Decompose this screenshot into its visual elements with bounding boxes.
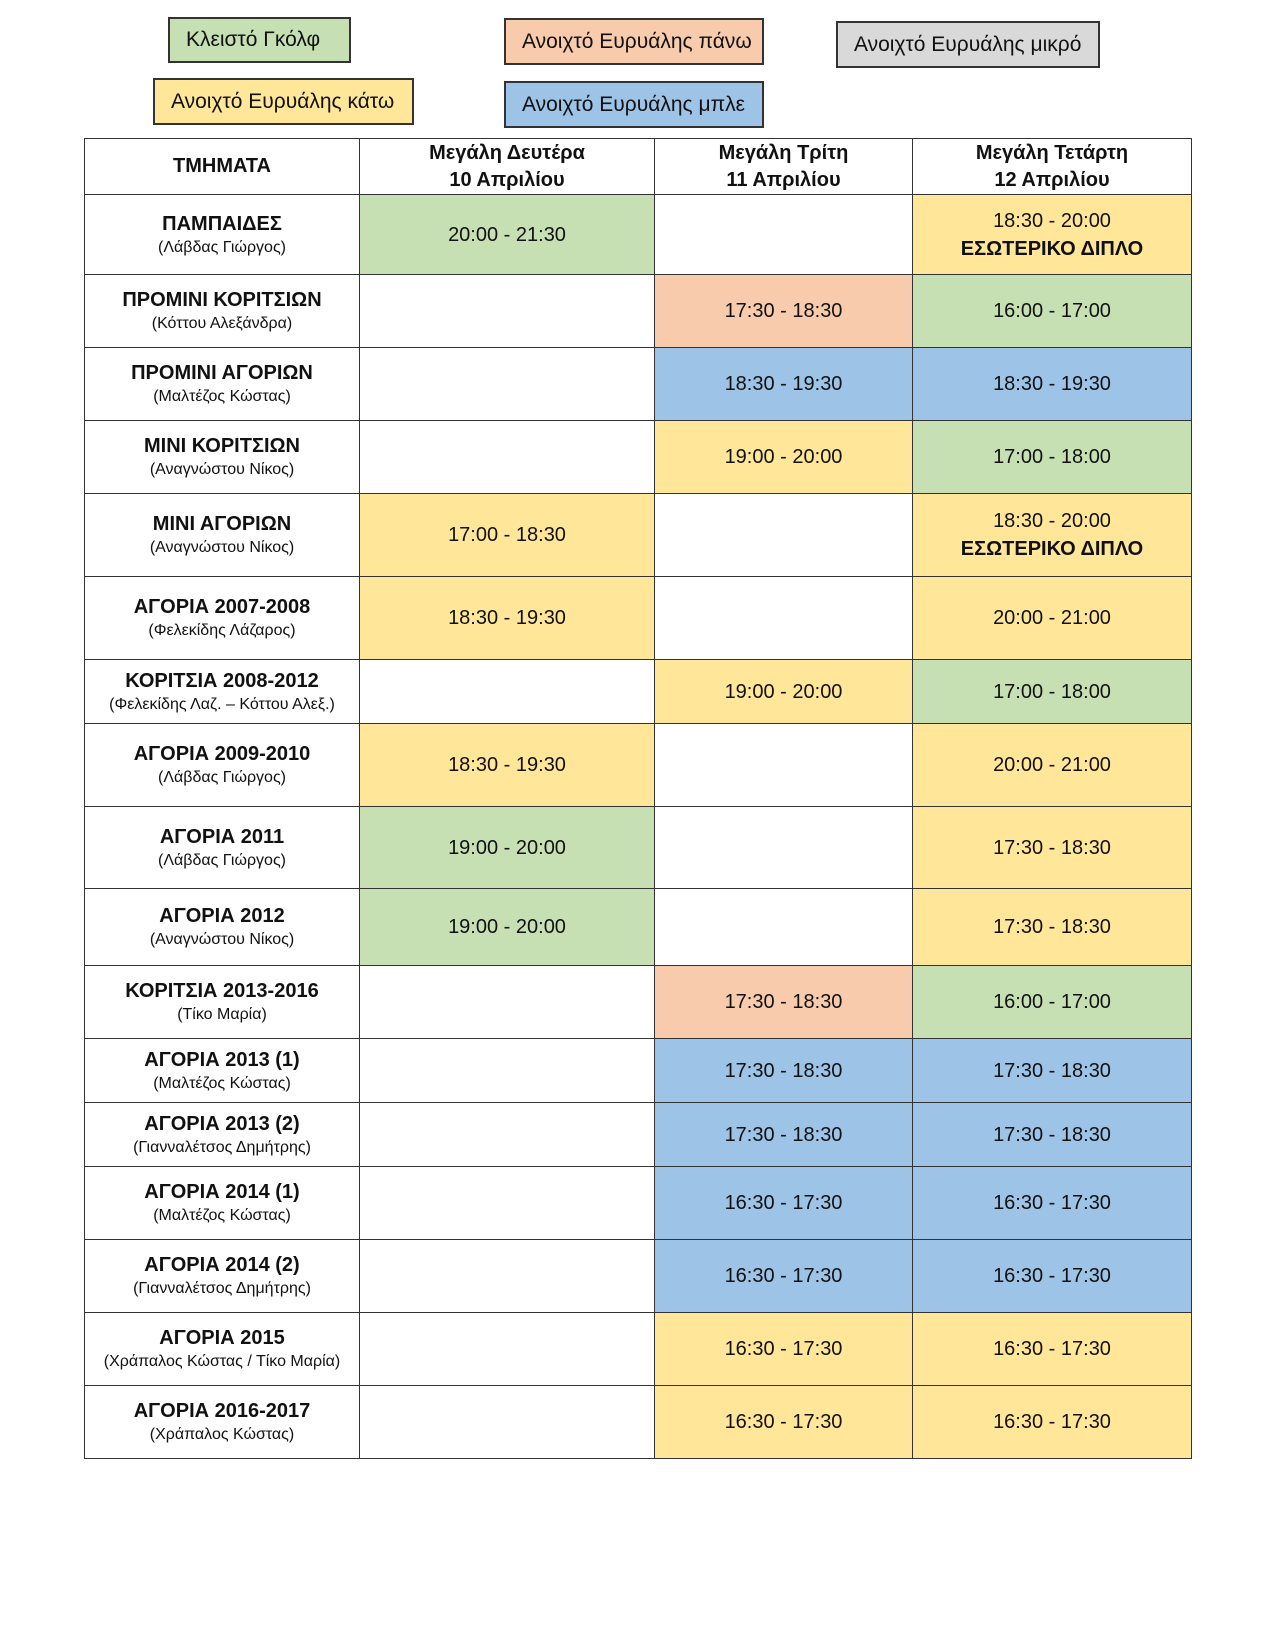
table-row [85, 348, 1192, 421]
slot-time: 20:00 - 21:00 [993, 754, 1111, 776]
slot-time: 16:00 - 17:00 [993, 300, 1111, 322]
slot-cell [913, 494, 1192, 577]
slot-time: 18:30 - 20:00 [993, 209, 1111, 232]
team-name: ΑΓΟΡΙΑ 2016-2017 [133, 1400, 311, 1422]
table-row [85, 421, 1192, 494]
slot-time: 16:30 - 17:30 [993, 1265, 1111, 1287]
slot-cell [913, 966, 1192, 1039]
team-name: ΚΟΡΙΤΣΙΑ 2008-2012 [125, 669, 319, 692]
slot-time: 17:30 - 18:30 [993, 836, 1111, 859]
slot-time: 16:30 - 17:30 [724, 1192, 843, 1214]
slot-time: 19:00 - 20:00 [724, 680, 843, 703]
team-cell [85, 195, 360, 275]
coach-name: (Λάβδας Γιώργος) [158, 769, 286, 786]
slot-time: 17:00 - 18:30 [448, 524, 566, 546]
team-name: ΑΓΟΡΙΑ 2015 [159, 1327, 285, 1349]
slot-cell [655, 421, 913, 494]
slot-cell [913, 1386, 1192, 1459]
slot-time: 16:00 - 17:00 [993, 991, 1111, 1013]
slot-time: 17:00 - 18:00 [993, 446, 1111, 468]
table-row [85, 660, 1192, 724]
header-teams: ΤΜΗΜΑΤΑ [85, 139, 360, 195]
team-cell [85, 1103, 360, 1167]
team-cell [85, 660, 360, 724]
slot-cell [655, 348, 913, 421]
coach-name: (Χράπαλος Κώστας / Τίκο Μαρία) [103, 1353, 341, 1370]
table-row [85, 1313, 1192, 1386]
coach-name: (Λάβδας Γιώργος) [158, 851, 286, 869]
slot-time: 17:30 - 18:30 [993, 916, 1111, 938]
table-row [85, 1103, 1192, 1167]
table-row [85, 724, 1192, 807]
team-cell [85, 421, 360, 494]
slot-time: 16:30 - 17:30 [993, 1338, 1111, 1360]
slot-cell [360, 1240, 655, 1313]
team-cell [85, 348, 360, 421]
team-name: ΜΙΝΙ ΑΓΟΡΙΩΝ [152, 513, 292, 535]
slot-cell [655, 1386, 913, 1459]
slot-time: 19:00 - 20:00 [448, 916, 566, 938]
slot-time: 19:00 - 20:00 [724, 446, 843, 468]
slot-cell [655, 1103, 913, 1167]
slot-time: 17:30 - 18:30 [724, 991, 843, 1013]
team-name: ΠΡΟΜΙΝΙ ΚΟΡΙΤΣΙΩΝ [122, 289, 322, 311]
slot-cell [913, 889, 1192, 966]
coach-name: (Γιανναλέτσος Δημήτρης) [133, 1138, 311, 1156]
coach-name: (Μαλτέζος Κώστας) [153, 1074, 291, 1092]
slot-cell [360, 421, 655, 494]
legend-label: Κλειστό Γκόλφ [186, 28, 321, 51]
team-cell [85, 807, 360, 889]
legend-label: Ανοιχτό Ευρυάλης πάνω [522, 29, 752, 53]
slot-cell [913, 1167, 1192, 1240]
slot-cell [655, 724, 913, 807]
table-row [85, 275, 1192, 348]
slot-time: 20:00 - 21:00 [993, 607, 1111, 629]
slot-time: 17:30 - 18:30 [724, 1123, 843, 1146]
team-cell [85, 1313, 360, 1386]
team-cell [85, 724, 360, 807]
header-row [85, 139, 1192, 195]
day-date: 11 Απριλίου [726, 168, 841, 191]
team-cell [85, 1240, 360, 1313]
coach-name: (Αναγνώστου Νίκος) [149, 931, 295, 948]
slot-cell [655, 577, 913, 660]
table-row [85, 1039, 1192, 1103]
slot-cell [913, 348, 1192, 421]
slot-time: 18:30 - 19:30 [724, 373, 843, 395]
team-name: ΠΑΜΠΑΙΔΕΣ [162, 212, 282, 235]
slot-note: ΕΣΩΤΕΡΙΚΟ ΔΙΠΛΟ [960, 237, 1144, 260]
day-date: 10 Απριλίου [449, 168, 565, 191]
slot-cell [913, 724, 1192, 807]
team-cell [85, 1386, 360, 1459]
slot-cell [655, 494, 913, 577]
team-name: ΑΓΟΡΙΑ 2011 [159, 825, 285, 848]
coach-name: (Μαλτέζος Κώστας) [153, 388, 291, 405]
slot-time: 16:30 - 17:30 [724, 1265, 843, 1287]
slot-note: ΕΣΩΤΕΡΙΚΟ ΔΙΠΛΟ [960, 538, 1144, 560]
slot-cell [655, 966, 913, 1039]
table-row [85, 966, 1192, 1039]
table-row [85, 1240, 1192, 1313]
legend-label: Ανοιχτό Ευρυάλης κάτω [171, 89, 395, 113]
slot-cell [360, 1313, 655, 1386]
table-row [85, 577, 1192, 660]
slot-time: 16:30 - 17:30 [993, 1411, 1111, 1433]
schedule-table [84, 138, 1192, 1459]
legend-golf [168, 17, 351, 63]
team-cell [85, 494, 360, 577]
slot-cell [360, 195, 655, 275]
legend-small [836, 21, 1100, 68]
slot-time: 16:30 - 17:30 [724, 1411, 843, 1433]
team-name: ΑΓΟΡΙΑ 2014 (2) [144, 1254, 300, 1276]
header-day [913, 139, 1192, 195]
legend-label: Ανοιχτό Ευρυάλης μπλε [522, 92, 745, 116]
slot-time: 20:00 - 21:30 [448, 223, 566, 246]
team-name: ΑΓΟΡΙΑ 2013 (1) [144, 1048, 300, 1071]
slot-cell [655, 660, 913, 724]
table-row [85, 807, 1192, 889]
schedule-body [85, 195, 1192, 1459]
slot-cell [360, 494, 655, 577]
slot-time: 17:30 - 18:30 [724, 1059, 843, 1082]
coach-name: (Τίκο Μαρία) [177, 1006, 267, 1023]
coach-name: (Κόττου Αλεξάνδρα) [151, 315, 293, 332]
slot-cell [655, 1240, 913, 1313]
day-date: 12 Απριλίου [994, 168, 1110, 191]
slot-cell [913, 195, 1192, 275]
legend-lower [153, 78, 414, 125]
slot-cell [655, 1167, 913, 1240]
slot-cell [913, 1103, 1192, 1167]
coach-name: (Φελεκίδης Λάζαρος) [148, 622, 296, 639]
team-cell [85, 1039, 360, 1103]
legend-blue [504, 81, 764, 128]
slot-cell [913, 660, 1192, 724]
slot-cell [655, 195, 913, 275]
slot-time: 18:30 - 19:30 [448, 607, 566, 629]
team-name: ΜΙΝΙ ΚΟΡΙΤΣΙΩΝ [143, 435, 300, 457]
coach-name: (Γιανναλέτσος Δημήτρης) [133, 1280, 311, 1297]
slot-cell [360, 1167, 655, 1240]
team-name: ΑΓΟΡΙΑ 2014 (1) [144, 1181, 300, 1203]
slot-time: 18:30 - 19:30 [448, 754, 566, 776]
team-cell [85, 577, 360, 660]
slot-cell [360, 724, 655, 807]
table-row [85, 889, 1192, 966]
slot-cell [360, 275, 655, 348]
day-name: Μεγάλη Δευτέρα [429, 141, 585, 164]
slot-cell [913, 807, 1192, 889]
table-row [85, 494, 1192, 577]
slot-cell [360, 660, 655, 724]
slot-cell [360, 1103, 655, 1167]
slot-cell [360, 348, 655, 421]
slot-cell [655, 1313, 913, 1386]
day-name: Μεγάλη Τετάρτη [975, 141, 1129, 164]
slot-cell [655, 807, 913, 889]
slot-cell [913, 1039, 1192, 1103]
header-day [360, 139, 655, 195]
slot-cell [913, 421, 1192, 494]
header-day [655, 139, 913, 195]
slot-time: 17:30 - 18:30 [993, 1059, 1111, 1082]
slot-time: 19:00 - 20:00 [448, 836, 566, 859]
slot-cell [655, 889, 913, 966]
team-name: ΑΓΟΡΙΑ 2013 (2) [144, 1112, 300, 1135]
team-name: ΑΓΟΡΙΑ 2009-2010 [133, 743, 311, 765]
coach-name: (Φελεκίδης Λαζ. – Κόττου Αλεξ.) [109, 695, 335, 713]
slot-cell [360, 1039, 655, 1103]
slot-time: 16:30 - 17:30 [993, 1192, 1111, 1214]
table-row [85, 1386, 1192, 1459]
slot-time: 17:30 - 18:30 [993, 1123, 1111, 1146]
team-cell [85, 966, 360, 1039]
slot-cell [655, 1039, 913, 1103]
team-name: ΠΡΟΜΙΝΙ ΑΓΟΡΙΩΝ [131, 362, 313, 384]
slot-cell [360, 1386, 655, 1459]
coach-name: (Αναγνώστου Νίκος) [149, 461, 295, 478]
team-name: ΚΟΡΙΤΣΙΑ 2013-2016 [125, 980, 319, 1002]
coach-name: (Λάβδας Γιώργος) [158, 238, 286, 256]
team-name: ΑΓΟΡΙΑ 2007-2008 [133, 596, 311, 618]
slot-cell [360, 807, 655, 889]
team-cell [85, 275, 360, 348]
table-row [85, 1167, 1192, 1240]
slot-time: 17:30 - 18:30 [724, 300, 843, 322]
team-cell [85, 889, 360, 966]
slot-time: 18:30 - 19:30 [993, 373, 1111, 395]
legend-upper [504, 18, 764, 65]
slot-cell [913, 1313, 1192, 1386]
slot-cell [913, 1240, 1192, 1313]
coach-name: (Αναγνώστου Νίκος) [149, 539, 295, 556]
coach-name: (Χράπαλος Κώστας) [149, 1426, 295, 1443]
legend-label: Ανοιχτό Ευρυάλης μικρό [854, 32, 1082, 56]
slot-cell [913, 577, 1192, 660]
team-cell [85, 1167, 360, 1240]
slot-time: 18:30 - 20:00 [993, 510, 1111, 532]
team-name: ΑΓΟΡΙΑ 2012 [159, 905, 285, 927]
table-row [85, 195, 1192, 275]
slot-time: 16:30 - 17:30 [724, 1338, 843, 1360]
slot-cell [360, 577, 655, 660]
slot-cell [360, 889, 655, 966]
slot-cell [360, 966, 655, 1039]
day-name: Μεγάλη Τρίτη [718, 141, 849, 164]
slot-cell [655, 275, 913, 348]
slot-cell [913, 275, 1192, 348]
slot-time: 17:00 - 18:00 [993, 680, 1111, 703]
coach-name: (Μαλτέζος Κώστας) [153, 1207, 291, 1224]
